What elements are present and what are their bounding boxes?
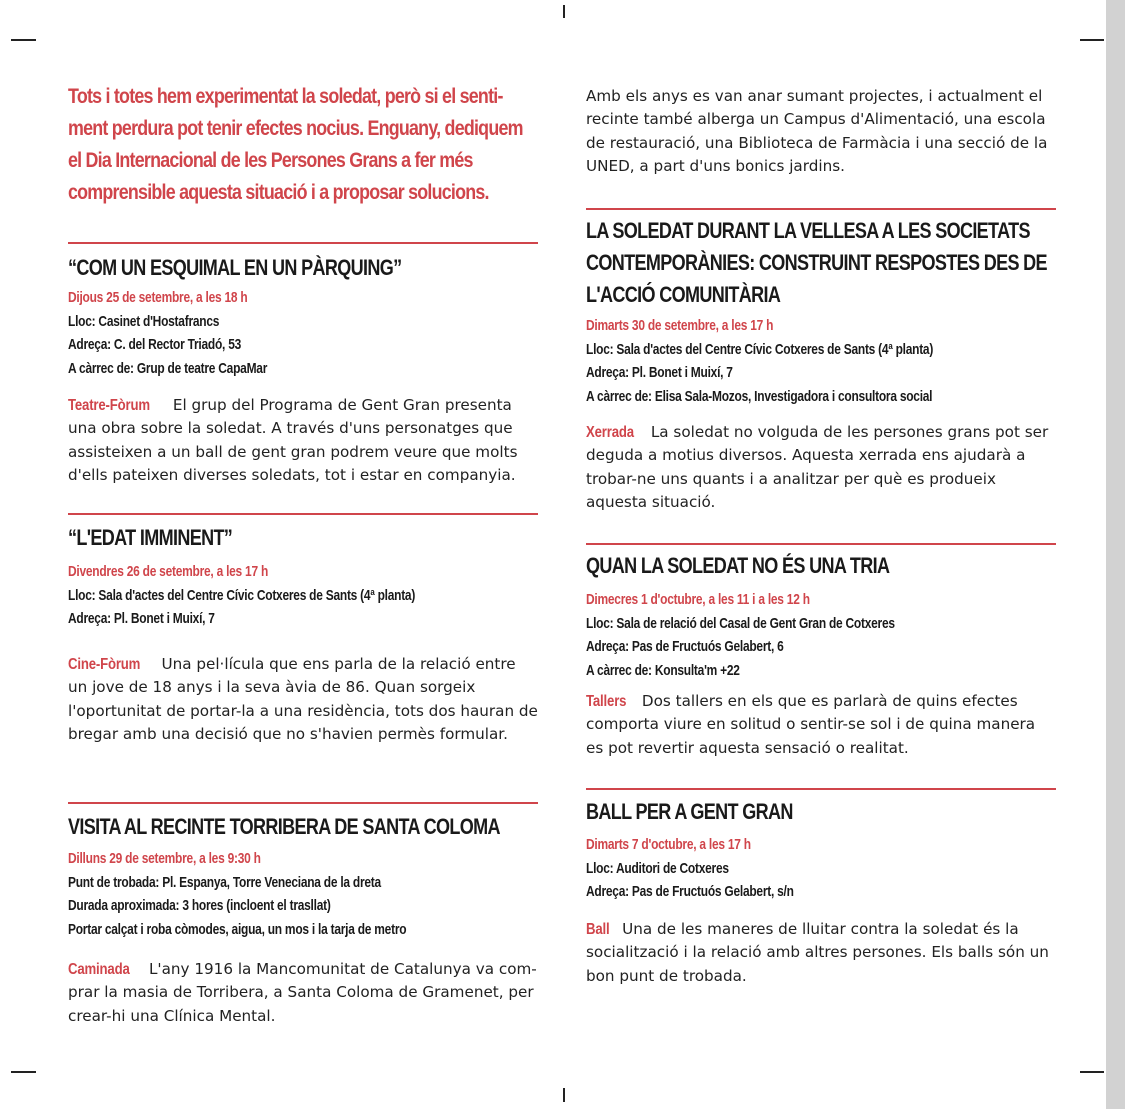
section-rule [586, 788, 1056, 790]
window-edge-strip [1106, 0, 1125, 1109]
event-category: Ball [586, 921, 610, 938]
event-address: Adreça: Pas de Fructuós Gelabert, 6 [586, 639, 784, 655]
event-description [586, 918, 1056, 988]
event-description-text: La soledat no volguda de les persones grans pot ser deguda a motius diversos. Aquesta xerrada ens ajudarà a trobar-ne uns quants i a analitzar per què es produeix aquesta situació. [586, 423, 1049, 512]
event-date: Dimecres 1 d'octubre, a les 11 i a les 12 h [586, 592, 810, 608]
event-description-text: El grup del Programa de Gent Gran presenta una obra sobre la soledat. A través d'uns personatges que assisteixen a un ball de gent gran podrem veure que molts d'ells pateixen diverses soledats, tot i estar en companyia. [68, 396, 518, 485]
event-date: Divendres 26 de setembre, a les 17 h [68, 564, 269, 580]
event-host: A càrrec de: Konsulta'm +22 [586, 662, 740, 679]
event-date: Dilluns 29 de setembre, a les 9:30 h [68, 851, 261, 867]
event-title: “L'EDAT IMMINENT” [68, 525, 233, 550]
event-description [68, 653, 538, 747]
event-host: A càrrec de: Elisa Sala-Mozos, Investigadora i consultora social [586, 388, 933, 405]
event-date: Dijous 25 de setembre, a les 18 h [68, 290, 248, 306]
event-description [586, 421, 1056, 515]
event-venue: Lloc: Sala d'actes del Centre Cívic Cotxeres de Sants (4ª planta) [586, 341, 934, 358]
event-description-text: Una pel·lícula que ens parla de la relació entre un jove de 18 anys i la seva àvia de 86. Quan sorgeix l'oportunitat de portar-la a una residència, tots dos hauran de bregar amb una decisió que no s'havien permès formular. [68, 655, 538, 744]
event-info [68, 561, 538, 632]
event-date: Dimarts 7 d'octubre, a les 17 h [586, 837, 751, 853]
event-meeting-point: Punt de trobada: Pl. Espanya, Torre Veneciana de la dreta [68, 874, 381, 891]
intro-paragraph: Tots i totes hem experimentat la soledat, però si el senti-ment perdura pot tenir efectes nocius. Enguany, dediquem el Dia Internacional de les Persones Grans a fer més comprensible aquesta situació i a proposar solucions. [68, 85, 523, 204]
event-what-to-bring: Portar calçat i roba còmodes, aigua, un mos i la tarja de metro [68, 921, 407, 938]
crop-mark-right-top [1080, 39, 1104, 41]
event-description-text: L'any 1916 la Mancomunitat de Catalunya va com-prar la masia de Torribera, a Santa Coloma de Gramenet, per crear-hi una Clínica Mental. [68, 960, 537, 1025]
event-description [586, 690, 1056, 760]
event-description-text: Dos tallers en els que es parlarà de quins efectes comporta viure en solitud o sentir-se sol i de quina manera es pot revertir aquesta sensació o realitat. [586, 692, 1036, 757]
event-info [68, 848, 538, 942]
section-rule [68, 242, 538, 244]
event-description [68, 394, 538, 488]
event-info [586, 589, 1056, 683]
event-info [586, 834, 1056, 905]
event-date: Dimarts 30 de setembre, a les 17 h [586, 318, 774, 334]
event-venue: Lloc: Sala d'actes del Centre Cívic Cotxeres de Sants (4ª planta) [68, 587, 416, 604]
event-address: Adreça: C. del Rector Triadó, 53 [68, 337, 242, 353]
event-title: VISITA AL RECINTE TORRIBERA DE SANTA COLOMA [68, 814, 500, 839]
event-description-text: Una de les maneres de lluitar contra la soledat és la socialització i la relació amb altres persones. Els balls són un bon punt de trobada. [586, 920, 1049, 985]
continuation-paragraph: Amb els anys es van anar sumant projectes, i actualment el recinte també alberga un Campus d'Alimentació, una escola de restauració, una Biblioteca de Farmàcia i una secció de la UNED, a part d'uns bonics jardins. [586, 87, 1048, 176]
crop-mark-left-bottom [11, 1071, 36, 1073]
section-rule [68, 802, 538, 804]
event-title: LA SOLEDAT DURANT LA VELLESA A LES SOCIETATS CONTEMPORÀNIES: CONSTRUINT RESPOSTES DES DE L'ACCIÓ COMUNITÀRIA [586, 218, 1047, 307]
event-venue: Lloc: Casinet d'Hostafrancs [68, 313, 220, 330]
event-info [586, 315, 1056, 409]
event-venue: Lloc: Sala de relació del Casal de Gent Gran de Cotxeres [586, 615, 895, 632]
event-category: Xerrada [586, 424, 634, 441]
event-address: Adreça: Pl. Bonet i Muixí, 7 [586, 365, 733, 381]
event-venue: Lloc: Auditori de Cotxeres [586, 860, 729, 877]
event-category: Tallers [586, 693, 627, 710]
event-host: A càrrec de: Grup de teatre CapaMar [68, 360, 268, 377]
event-description [68, 958, 538, 1028]
section-rule [586, 543, 1056, 545]
section-rule [68, 513, 538, 515]
event-category: Teatre-Fòrum [68, 397, 150, 414]
section-rule [586, 208, 1056, 210]
event-address: Adreça: Pl. Bonet i Muixí, 7 [68, 611, 215, 627]
event-address: Adreça: Pas de Fructuós Gelabert, s/n [586, 884, 794, 900]
crop-mark-bottom-center [563, 1088, 565, 1102]
crop-mark-right-bottom [1080, 1071, 1104, 1073]
event-category: Caminada [68, 961, 130, 978]
event-title: “COM UN ESQUIMAL EN UN PÀRQUING” [68, 255, 402, 280]
crop-mark-left-top [11, 39, 36, 41]
event-info [68, 287, 538, 381]
event-duration: Durada aproximada: 3 hores (incloent el trasllat) [68, 898, 331, 914]
crop-mark-top-center [563, 5, 565, 18]
event-category: Cine-Fòrum [68, 656, 141, 673]
event-title: BALL PER A GENT GRAN [586, 799, 793, 824]
event-title: QUAN LA SOLEDAT NO ÉS UNA TRIA [586, 553, 890, 578]
